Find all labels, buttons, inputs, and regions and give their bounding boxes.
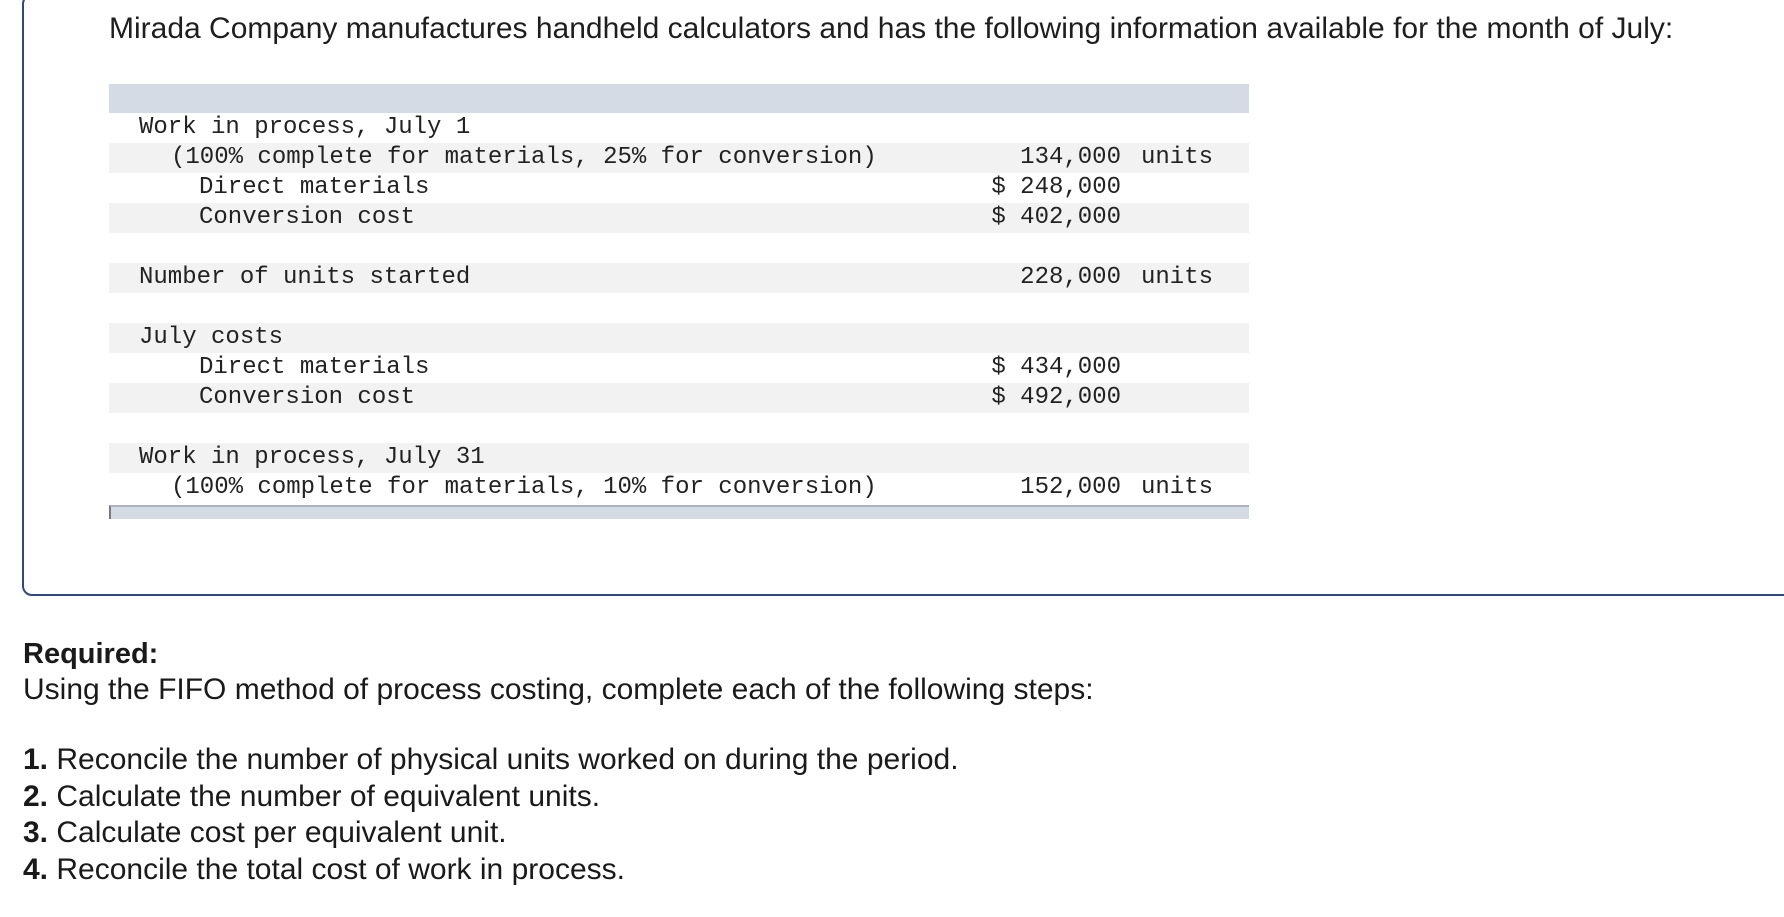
table-spacer [109, 293, 1249, 323]
list-item [23, 779, 959, 816]
units-label: units [1141, 474, 1214, 501]
step-number: 1. [23, 743, 49, 776]
step-text: Reconcile the number of physical units worked on during the period. [48, 743, 959, 776]
wip-begin-units: 134,000 [1020, 144, 1121, 171]
wip-begin-label: Work in process, July 1 [139, 114, 471, 141]
table-row [109, 113, 1249, 143]
table-row [109, 443, 1249, 473]
table-row [109, 173, 1249, 203]
table-row [109, 323, 1249, 353]
units-started-value: 228,000 [1020, 264, 1121, 291]
table-row [109, 143, 1249, 173]
units-started-label: Number of units started [139, 264, 471, 291]
table-row [109, 383, 1249, 413]
step-text: Reconcile the total cost of work in process. [48, 852, 625, 886]
july-dm-label: Direct materials [199, 354, 430, 381]
step-text: Calculate the number of equivalent units. [48, 779, 601, 813]
july-dm-value: $ 434,000 [991, 354, 1121, 381]
july-cc-value: $ 492,000 [991, 384, 1121, 411]
wip-begin-dm-label: Direct materials [199, 174, 430, 201]
problem-intro: Mirada Company manufactures handheld calculators and has the following information available for the month of July: [109, 12, 1674, 45]
wip-begin-completion: (100% complete for materials, 25% for conversion) [171, 144, 877, 171]
step-number: 4. [23, 852, 49, 886]
table-footer-bar [109, 505, 1249, 519]
steps-list [23, 742, 959, 888]
cost-data-table [109, 84, 1249, 519]
wip-end-completion: (100% complete for materials, 10% for conversion) [171, 474, 877, 501]
step-text: Calculate cost per equivalent unit. [48, 816, 507, 849]
table-spacer [109, 233, 1249, 263]
required-heading: Required: [23, 638, 159, 670]
table-row [109, 473, 1249, 503]
step-number: 2. [23, 779, 49, 813]
wip-begin-dm-value: $ 248,000 [991, 174, 1121, 201]
required-instruction: Using the FIFO method of process costing, complete each of the following steps: [23, 673, 1094, 706]
units-label: units [1141, 144, 1214, 171]
wip-end-label: Work in process, July 31 [139, 444, 485, 471]
july-costs-label: July costs [139, 324, 284, 351]
table-header-bar [109, 84, 1249, 113]
list-item [23, 815, 959, 852]
table-row [109, 353, 1249, 383]
july-cc-label: Conversion cost [199, 384, 416, 411]
wip-begin-cc-label: Conversion cost [199, 204, 416, 231]
units-label: units [1141, 264, 1214, 291]
wip-begin-cc-value: $ 402,000 [991, 204, 1121, 231]
list-item [23, 852, 959, 889]
list-item [23, 742, 959, 779]
step-number: 3. [23, 816, 49, 849]
table-row [109, 203, 1249, 233]
table-spacer [109, 413, 1249, 443]
table-row [109, 263, 1249, 293]
wip-end-units: 152,000 [1020, 474, 1121, 501]
